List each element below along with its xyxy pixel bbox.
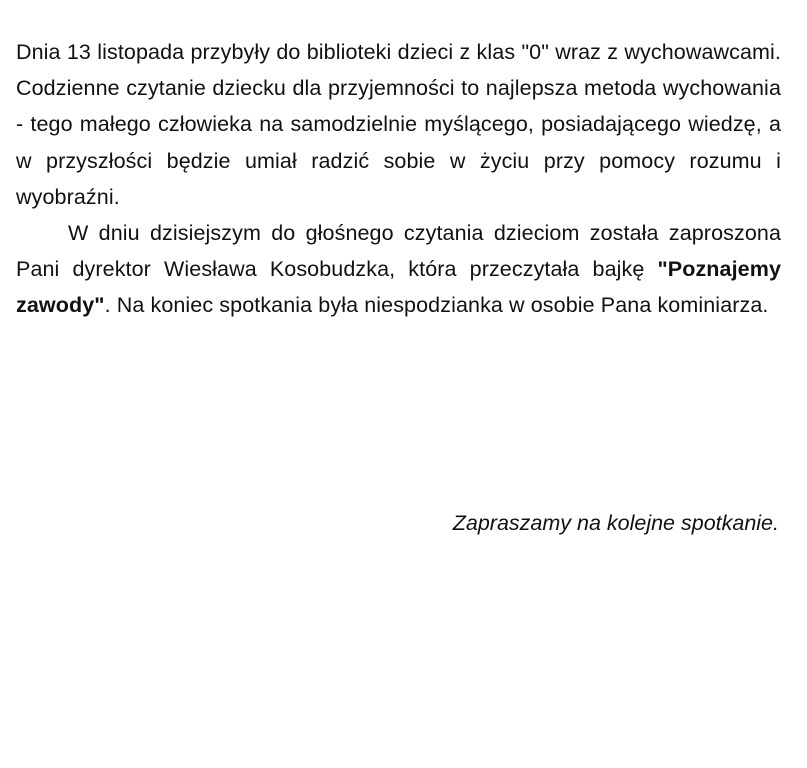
paragraph-reading-text-before: W dniu dzisiejszym do głośnego czytania dzieciom została zaproszona Pani dyrektor Wiesława Kosobudzka, która przeczytała bajkę	[16, 221, 781, 282]
closing-invitation: Zapraszamy na kolejne spotkanie.	[452, 511, 779, 535]
paragraph-reading	[16, 215, 781, 324]
book-title: "Poznajemy zawody"	[16, 257, 781, 318]
document-body	[16, 34, 781, 324]
paragraph-reading-text-after: . Na koniec spotkania była niespodzianka w osobie Pana kominiarza.	[104, 293, 769, 318]
paragraph-visit: Dnia 13 listopada przybyły do biblioteki dzieci z klas "0" wraz z wychowawcami. Codzienne czytanie dziecku dla przyjemności to najlepsza metoda wychowania - tego małego człowieka na samodzielnie myślącego, posiadającego wiedzę, a w przyszłości będzie umiał radzić sobie w życiu przy pomocy rozumu i wyobraźni.	[16, 40, 781, 209]
